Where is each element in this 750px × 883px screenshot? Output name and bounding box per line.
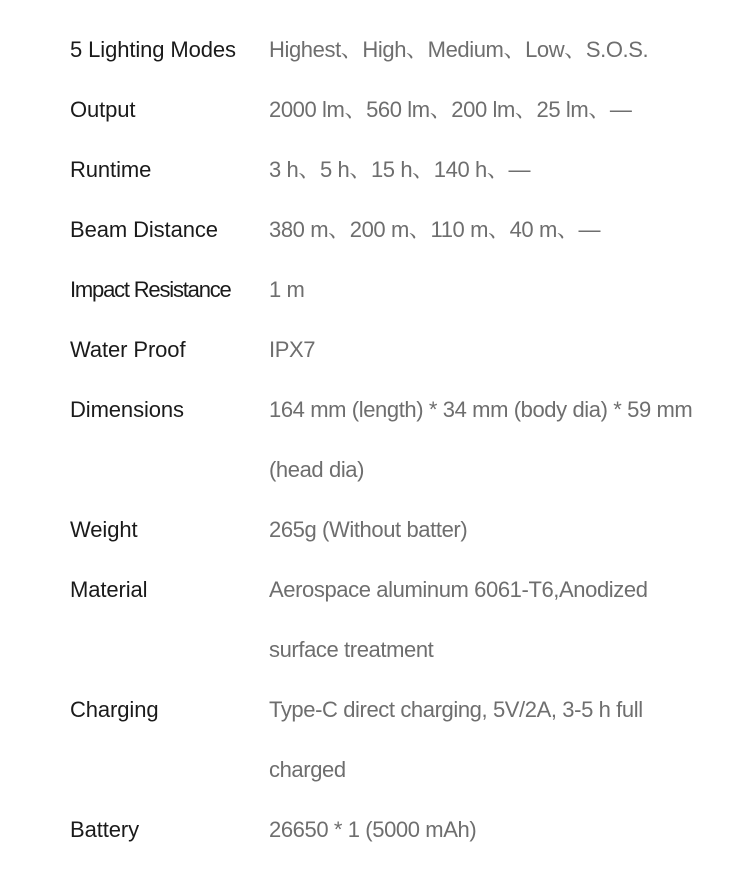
spec-value: 265g (Without batter) [269, 517, 468, 542]
spec-label: Weight [70, 517, 138, 542]
spec-value: Type-C direct charging, 5V/2A, 3-5 h full charged [269, 697, 643, 782]
spec-label: Impact Resistance [70, 277, 231, 302]
spec-label: Runtime [70, 157, 152, 182]
spec-value: IPX7 [269, 337, 316, 362]
spec-row-battery [70, 800, 710, 860]
spec-row-beam-distance [70, 200, 710, 260]
spec-row-impact-resistance [70, 260, 710, 320]
spec-label: Water Proof [70, 337, 186, 362]
spec-value: 164 mm (length) * 34 mm (body dia) * 59 mm (head dia) [269, 397, 693, 482]
spec-row-material [70, 560, 710, 680]
spec-value: 2000 lm、560 lm、200 lm、25 lm、— [269, 97, 632, 122]
spec-label: Output [70, 97, 136, 122]
spec-value: 26650 * 1 (5000 mAh) [269, 817, 477, 842]
spec-row-dimensions [70, 380, 710, 500]
spec-label: Material [70, 577, 148, 602]
spec-label: Beam Distance [70, 217, 218, 242]
spec-row-weight [70, 500, 710, 560]
spec-row-output [70, 80, 710, 140]
spec-table [70, 20, 710, 860]
spec-label: Dimensions [70, 397, 184, 422]
spec-value: Highest、High、Medium、Low、S.O.S. [269, 37, 649, 62]
spec-row-runtime [70, 140, 710, 200]
spec-row-lighting-modes [70, 20, 710, 80]
spec-value: 1 m [269, 277, 305, 302]
spec-label: Charging [70, 697, 159, 722]
spec-value: 380 m、200 m、110 m、40 m、— [269, 217, 601, 242]
spec-label: Battery [70, 817, 139, 842]
spec-label: 5 Lighting Modes [70, 37, 236, 62]
spec-value: 3 h、5 h、15 h、140 h、— [269, 157, 531, 182]
spec-row-charging [70, 680, 710, 800]
spec-row-water-proof [70, 320, 710, 380]
spec-value: Aerospace aluminum 6061-T6,Anodized surface treatment [269, 577, 648, 662]
